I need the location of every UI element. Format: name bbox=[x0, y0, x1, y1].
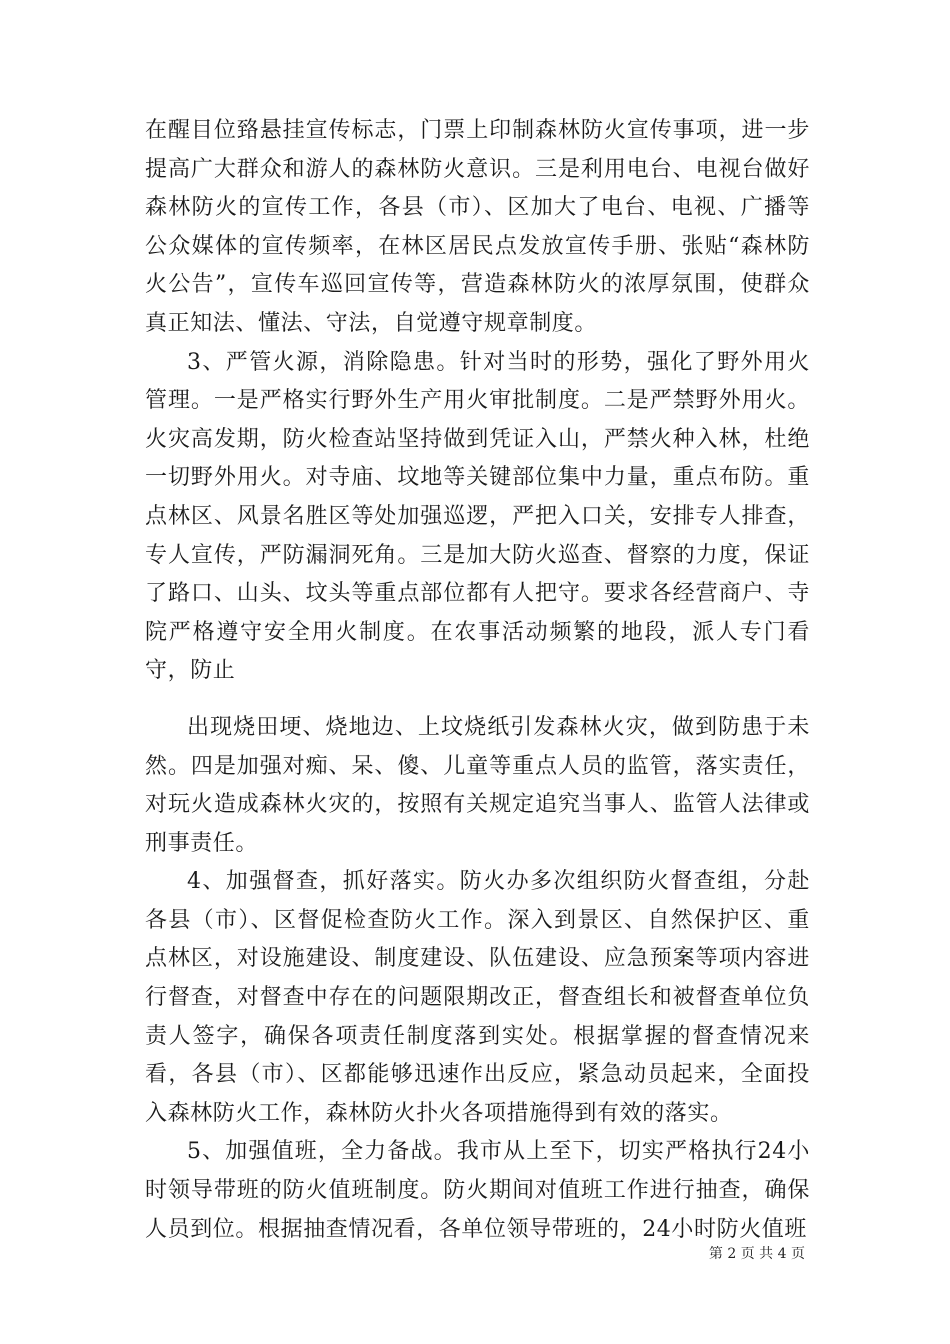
document-body bbox=[145, 112, 810, 1249]
page-number: 第 2 页 共 4 页 bbox=[708, 1246, 805, 1262]
paragraph-supervision: 4、加强督查，抓好落实。防火办多次组织防火督查组，分赴各县（市）、区督促检查防火工作。深入到景区、自然保护区、重点林区，对设施建设、制度建设、队伍建设、应急预案等项内容进行督查，对督查中存在的问题限期改正，督查组长和被督查单位负责人签字，确保各项责任制度落到实处。根据掌握的督查情况来看，各县（市）、区都能够迅速作出反应，紧急动员起来，全面投入森林防火工作，森林防火扑火各项措施得到有效的落实。 bbox=[145, 869, 810, 1126]
paragraph-duty-shift: 5、加强值班，全力备战。我市从上至下，切实严格执行24小时领导带班的防火值班制度。防火期间对值班工作进行抽查，确保人员到位。根据抽查情况看，各单位领导带班的，24小时防火值班 bbox=[145, 1139, 810, 1242]
paragraph-fire-source-control: 3、严管火源，消除隐患。针对当时的形势，强化了野外用火管理。一是严格实行野外生产用火审批制度。二是严禁野外用火。火灾高发期，防火检查站坚持做到凭证入山，严禁火种入林，杜绝一切野外用火。对寺庙、坟地等关键部位集中力量，重点布防。重点林区、风景名胜区等处加强巡逻，严把入口关，安排专人排查，专人宣传，严防漏洞死角。三是加大防火巡查、督察的力度，保证了路口、山头、坟头等重点部位都有人把守。要求各经营商户、寺院严格遵守安全用火制度。在农事活动频繁的地段，派人专门看守，防止 bbox=[145, 349, 810, 684]
paragraph-fire-prevention-continued: 出现烧田埂、烧地边、上坟烧纸引发森林火灾，做到防患于未然。四是加强对痴、呆、傻、儿童等重点人员的监管，落实责任，对玩火造成森林火灾的，按照有关规定追究当事人、监管人法律或刑事责任。 bbox=[145, 714, 810, 856]
paragraph-publicity: 在醒目位臵悬挂宣传标志，门票上印制森林防火宣传事项，进一步提高广大群众和游人的森林防火意识。三是利用电台、电视台做好森林防火的宣传工作，各县（市）、区加大了电台、电视、广播等公众媒体的宣传频率，在林区居民点发放宣传手册、张贴“森林防火公告”，宣传车巡回宣传等，营造森林防火的浓厚氛围，使群众真正知法、懂法、守法，自觉遵守规章制度。 bbox=[145, 118, 810, 336]
